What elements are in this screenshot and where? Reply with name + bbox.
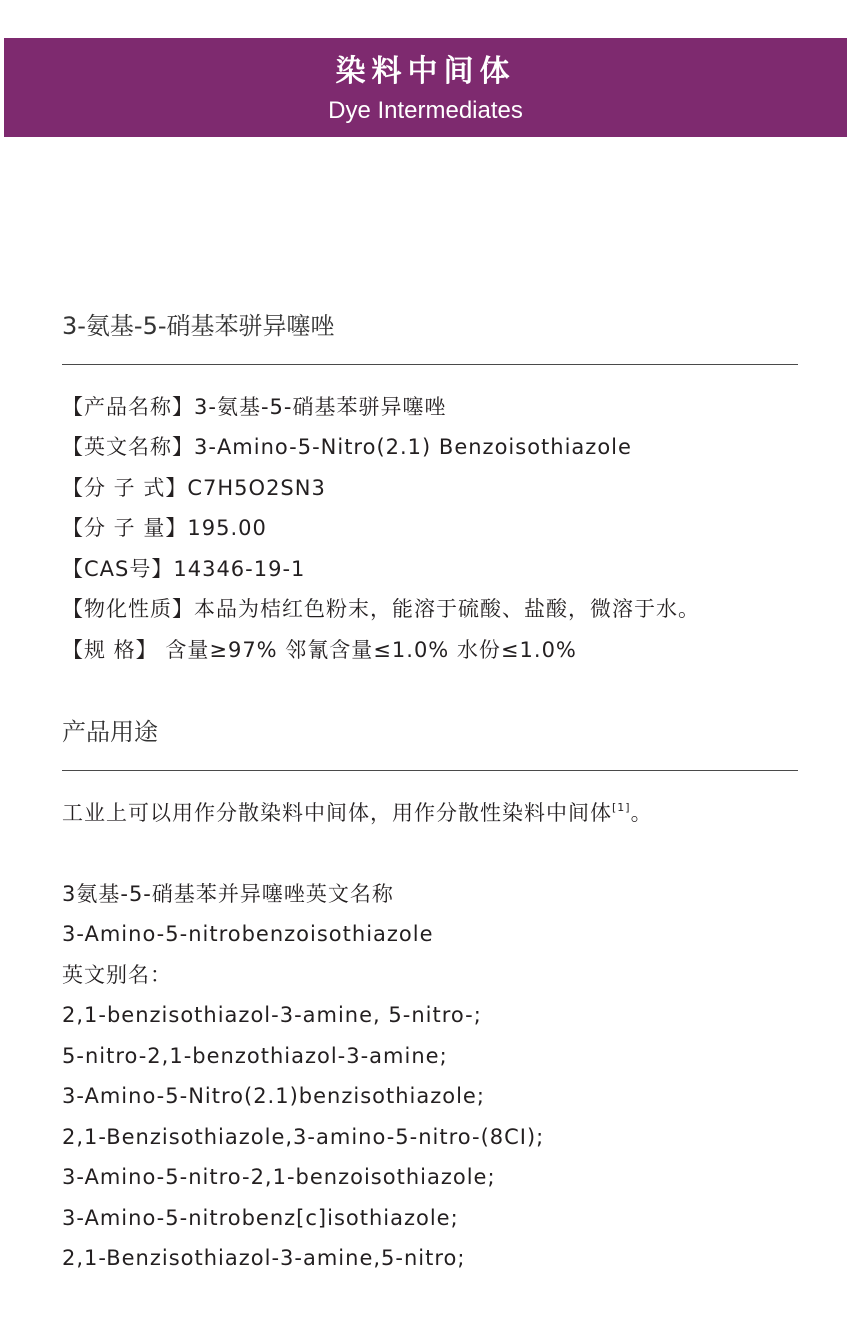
usage-text [62,799,653,827]
spec-row-product-name [62,393,446,421]
names-line: 2,1-Benzisothiazole,3-amino-5-nitro-(8CI); [62,1125,545,1149]
spec-label: 【英文名称】 [62,435,194,459]
spec-label: 【分 子 式】 [62,476,188,500]
product-heading: 3-氨基-5-硝基苯骈异噻唑 [62,312,335,340]
names-line: 3氨基-5-硝基苯并异噻唑英文名称 [62,882,394,906]
banner-title: 染料中间体 [335,54,516,89]
reference-marker: [1] [612,801,631,814]
spec-row-specification [62,636,577,664]
spec-label: 【分 子 量】 [62,516,188,540]
spec-value: 本品为桔红色粉末，能溶于硫酸、盐酸，微溶于水。 [194,597,700,621]
spec-label: 【产品名称】 [62,395,194,419]
spec-row-formula [62,474,326,502]
spec-value: 3-Amino-5-Nitro(2.1) Benzoisothiazole [194,435,632,459]
names-line: 3-Amino-5-nitrobenzoisothiazole [62,922,434,946]
names-line: 2,1-benzisothiazol-3-amine, 5-nitro-; [62,1003,482,1027]
names-line: 3-Amino-5-nitro-2,1-benzoisothiazole; [62,1165,496,1189]
spec-label: 【物化性质】 [62,597,194,621]
divider [62,364,798,365]
names-line: 3-Amino-5-nitrobenz[c]isothiazole; [62,1206,459,1230]
names-line: 2,1-Benzisothiazol-3-amine,5-nitro; [62,1246,466,1270]
spec-value: 14346-19-1 [173,557,306,581]
divider [62,770,798,771]
banner-subtitle: Dye Intermediates [328,97,523,124]
spec-value: 3-氨基-5-硝基苯骈异噻唑 [194,395,447,419]
names-line: 英文别名： [62,963,172,987]
names-line: 5-nitro-2,1-benzothiazol-3-amine; [62,1044,448,1068]
spec-row-cas [62,555,305,583]
usage-sentence-end: 。 [630,801,653,825]
spec-value: C7H5O2SN3 [187,476,326,500]
spec-value: 195.00 [187,516,267,540]
usage-sentence: 工业上可以用作分散染料中间体，用作分散性染料中间体 [62,801,612,825]
spec-row-properties [62,595,700,623]
spec-value: 含量≥97% 邻氰含量≤1.0% 水份≤1.0% [157,638,577,662]
spec-row-molecular-weight [62,514,267,542]
spec-row-english-name [62,433,632,461]
spec-label: 【规 格】 [62,638,158,662]
names-line: 3-Amino-5-Nitro(2.1)benzisothiazole; [62,1084,485,1108]
usage-heading: 产品用途 [62,718,158,746]
spec-label: 【CAS号】 [62,557,174,581]
header-banner [4,38,847,137]
